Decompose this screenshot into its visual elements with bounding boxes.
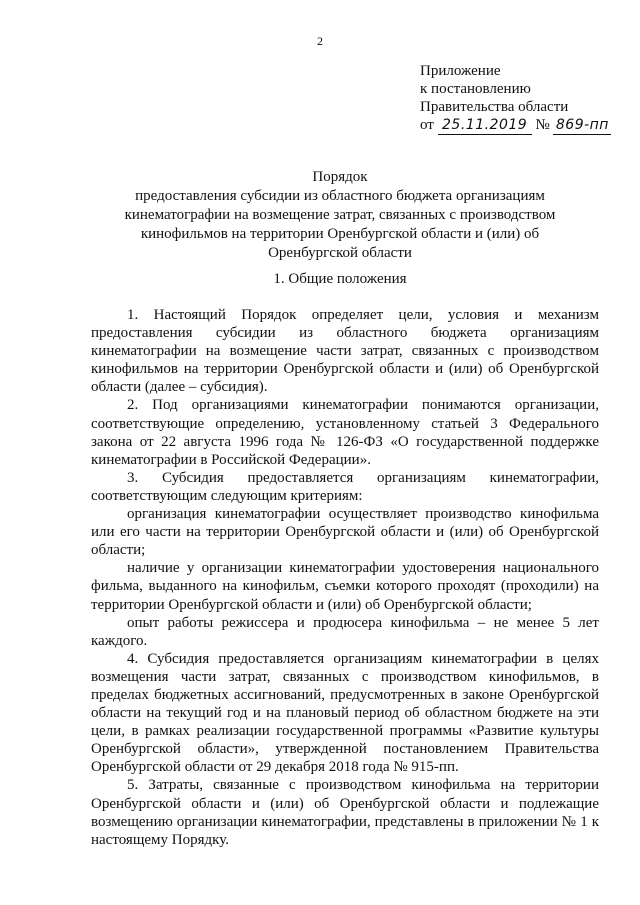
section-heading: 1. Общие положения	[273, 271, 407, 287]
title-line-1: Порядок	[312, 169, 368, 185]
appendix-header	[420, 62, 611, 135]
date-prefix: от	[420, 117, 434, 133]
number-prefix: №	[535, 117, 550, 133]
paragraph: 3. Субсидия предоставляется организациям кинематографии, соответствующим следующим критериям:	[91, 469, 599, 504]
title-line-2: предоставления субсидии из областного бюджета организациям	[135, 188, 545, 204]
page-number: 2	[317, 34, 323, 48]
handwritten-date: 25.11.2019	[438, 116, 532, 135]
paragraph: 1. Настоящий Порядок определяет цели, условия и механизм предоставления субсидии из областного бюджета организациям кинематографии на возмещение части затрат, связанных с производством кинофильмов на территории Оренбургской области и (или) об Оренбургской области (далее – субсидия).	[91, 307, 599, 396]
title-line-3: кинематографии на возмещение затрат, связанных с производством	[124, 207, 556, 223]
handwritten-number: 869-пп	[553, 116, 611, 135]
document-body	[91, 306, 599, 849]
title-line-5: Оренбургской области	[268, 245, 412, 261]
document-title	[80, 168, 600, 263]
paragraph: опыт работы режиссера и продюсера кинофильма – не менее 5 лет каждого.	[91, 614, 599, 649]
appendix-line-3: Правительства области	[420, 99, 569, 115]
paragraph: организация кинематографии осуществляет производство кинофильма или его части на территории Оренбургской области и (или) об Оренбургской области;	[91, 506, 599, 559]
appendix-date-line	[420, 116, 611, 135]
paragraph: наличие у организации кинематографии удостоверения национального фильма, выданного на кинофильм, съемки которого проходят (проходили) на территории Оренбургской области и (или) об Оренбургской области;	[91, 560, 599, 613]
paragraph: 5. Затраты, связанные с производством кинофильма на территории Оренбургской области и (или) об Оренбургской области и подлежащие возмещению организации кинематографии, представлены в приложении № 1 к настоящему Порядку.	[91, 777, 599, 848]
paragraph: 4. Субсидия предоставляется организациям кинематографии в целях возмещения части затрат, связанных с производством кинофильмов, в пределах бюджетных ассигнований, предусмотренных в законе Оренбургской области на текущий год и на плановый период об областном бюджете на эти цели, в рамках реализации государственной программы «Развитие культуры Оренбургской области», утвержденной постановлением Правительства Оренбургской области от 29 декабря 2018 года № 915-пп.	[91, 650, 599, 776]
title-line-4: кинофильмов на территории Оренбургской области и (или) об	[140, 226, 540, 242]
appendix-line-2: к постановлению	[420, 81, 531, 97]
appendix-line-1: Приложение	[420, 63, 501, 79]
paragraph: 2. Под организациями кинематографии понимаются организации, соответствующие определению, установленному статьей 3 Федерального закона от 22 августа 1996 года № 126-ФЗ «О государственной поддержке кинематографии в Российской Федерации».	[91, 397, 599, 468]
